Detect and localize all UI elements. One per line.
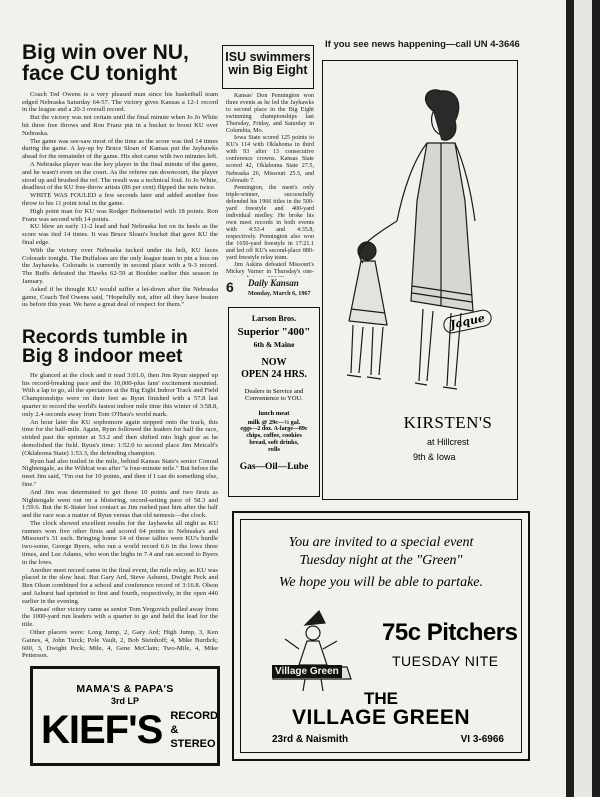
superior-line8: lunch meat	[258, 410, 290, 417]
paragraph: Iowa State scored 125 points to KU's 114 with Oklahoma in third with 93 after 13 consecutive conference crowns. Kansas State scored 42, Oklahoma State 27.5, Nebraska 26, Missouri 25.5, and Colorado 7.	[226, 135, 314, 184]
jester-illustration	[267, 605, 357, 695]
story-swim	[226, 93, 314, 277]
kiefs-line3: RECORD &	[170, 710, 218, 736]
story-track	[22, 328, 218, 663]
village-phone: VI 3-6966	[460, 734, 504, 745]
paragraph: Pennington, the meet's only triple-winner, successfully defended his 1966 titles in the 500-yard freestyle and 400-yard individual medley. He broke his own meet records in both events with 4:53.4 and 4:35.8, respectively. Pennington also won the 1650-yard freestyle in 17:21.1 and led off KU's second-place 880-yard freestyle relay team.	[226, 184, 314, 262]
kirstens-name: KIRSTEN'S	[403, 413, 493, 432]
swim-headline-box	[222, 45, 314, 89]
child-dress	[349, 261, 387, 325]
jester-body	[299, 641, 327, 665]
superior-line6: Dealers in Service and	[244, 388, 304, 395]
ad-superior-400	[228, 307, 320, 497]
paragraph: Another meet record came in the final event, the mile relay, as KU was placed in the slow heat. But Gary Ard, Steve Ashurst, Dwight Peck and Ben Olson combined for a school and conference record of 3:16.8. Olson and Ashurst had sprinted to first and fourth, respectively, in the open 440 earlier in the evening.	[22, 566, 218, 605]
story-basketball	[22, 42, 218, 342]
paragraph: A Nebraska player was the key player in the final minute of the game, and he wasn't even on the court. As the referee ran downcourt, the player stood up and brushed the ref. The result was a technical foul. Jo Jo White, deadliest of the KU free-throw artists (86 per cent) flipped the nets twice.	[22, 160, 218, 192]
headline-track: Records tumble in Big 8 indoor meet	[22, 328, 188, 368]
paragraph: Other placers were: Long Jump, 2, Gary Ard; High Jump, 3, Ken Gaines, 4, John Turck; Pole Vault, 2, Bob Steinhoff; 4, Mike Burdick; 600, 3, Dwight Peck; Mile, 4, Gene McClain; Two-Mile, 4, Mike Petterson.	[22, 629, 218, 660]
village-address: 23rd & Naismith	[272, 734, 349, 745]
paragraph: Kansas' Don Pennington won three events as he led the Jayhawks to second place in the Big Eight swimming championships last Thursday, Friday, and Saturday in Columbia, Mo.	[226, 93, 314, 135]
invite-line3: We hope you will be able to partake.	[279, 575, 483, 590]
ad-village-green	[232, 511, 530, 761]
paper-name: Daily Kansan	[248, 278, 299, 288]
adjacent-page-edge	[566, 0, 600, 797]
superior-line13: rolls	[268, 446, 280, 453]
kiefs-right	[170, 709, 218, 751]
paragraph: Kansas' other victory came as senior Tom Yergovich pulled away from the 1000-yard run leaders with a quarter to go and held the lead for the title.	[22, 605, 218, 629]
superior-line1: Larson Bros.	[251, 314, 297, 323]
village-name: VILLAGE GREEN	[291, 706, 471, 729]
kiefs-main-row	[41, 709, 217, 751]
paragraph: The clock showed excellent results for the Jayhawks all night as KU runners won five other firsts and scored 64 points to Nebraska's and Missouri's 31 each. Bringing home 14 of those tallies were KU's hurdle two-some, George Byers, who ran a world record 6.6 in the lows three times, and Lee Adams, who won the highs in 7.4 and ran second to Byers in the lows.	[22, 519, 218, 566]
kirstens-location: at Hillcrest	[427, 437, 470, 447]
superior-line11: chips, coffee, cookies	[246, 432, 302, 439]
paragraph: Jim Askins defeated Missouri's Mickey Varner in Thursday's one-	[226, 262, 314, 276]
kiefs-name: KIEF'S	[41, 708, 163, 752]
kirstens-address: 9th & Iowa	[413, 452, 456, 462]
superior-line4: NOW	[261, 357, 287, 368]
story-swim-body	[226, 93, 314, 277]
headline-swim: ISU swimmers win Big Eight	[225, 50, 311, 77]
superior-line7: Convenience to YOU.	[245, 395, 303, 402]
superior-line3: 6th & Maine	[253, 340, 295, 349]
kiefs-line1: MAMA'S & PAPA'S	[76, 683, 174, 695]
jaque-logo: Jaque	[442, 308, 493, 335]
village-logo-text: Village Green	[272, 665, 342, 678]
headline-basketball: Big win over NU, face CU tonight	[22, 42, 189, 86]
superior-line14: Gas—Oil—Lube	[239, 462, 309, 472]
paragraph: The game was see-saw most of the time as the score was tied 14 times during the game. A lay-up by Bruce Sloan of Kansas put the Jayhawks ahead for the remainder of the game. His shot came with two minutes left.	[22, 137, 218, 161]
paragraph: And Jim was determined to get those 10 points and two firsts as Nightengale went out on a blistering, record-setting pace of 58.3 and 1:59.6. But the K-Stater lost contact as Jim rushed past him after the half and the race was a matter of Ryun versus that old nemesis—the clock.	[22, 488, 218, 520]
jester-face	[306, 626, 320, 640]
paragraph: An hour later the KU sophomore again stepped onto the track, this time for the half-mile. Again, Ryun followed the leaders for half the race, strided past the sprinter at 53.2 and then shifted into high gear as he demolished the field. Ryun's time: 1:52.0 to second place Jim Metcalf's (Oklahoma State) 1:53.3, the defending champion.	[22, 418, 218, 457]
invite-line2: Tuesday night at the "Green"	[299, 553, 463, 568]
superior-line2: Superior "400"	[237, 326, 311, 338]
paragraph: KU blew an early 11-2 lead and had Nebraska hot on its heels as the score was tied 14 times. It was Bruce Sloan's bucket that gave KU the final edge.	[22, 223, 218, 246]
superior-line9: milk @ 29c—½ gal.	[247, 419, 301, 426]
kiefs-line2: 3rd LP	[110, 696, 139, 706]
invite-line1: You are invited to a special event	[288, 535, 474, 550]
superior-line12: bread, soft drinks,	[249, 439, 299, 446]
promo-pitchers: 75c Pitchers	[382, 619, 518, 646]
story-track-body	[22, 372, 218, 660]
adjacent-page-sliver	[574, 0, 592, 797]
kiefs-line4: STEREO	[170, 738, 216, 750]
paragraph: He glanced at the clock and it read 3:01.0, then Jim Ryun stepped up his record-breaking pace and the 10,000-plus fans' excitement mounted. With a lap to go, all the spectators at the Big Eight Indoor Track and Field Championships were on their feet as Ryun finished with a 57.8 last quarter to record the world's fastest indoor mile time this winter of 3:58.8, only 2.4 seconds away from Tom O'Hara's world mark.	[22, 371, 218, 418]
superior-line10: eggs—2 doz. A-large—89c	[240, 426, 308, 432]
village-the: THE	[364, 689, 398, 708]
jester-hat	[305, 611, 325, 625]
ad-kirstens	[322, 60, 518, 500]
fashion-illustration	[323, 81, 517, 411]
paragraph: WHITE WAS FOULED a few seconds later and added another free throw to his 11 point total in the game.	[22, 192, 218, 207]
paragraph: Ryun had also trailed in the mile, behind Kansas State's senior Conrad Nightengale, as the Wildcat was after "a four-minute mile." But before the meet Jim said, "I'm out for 10 points, and then if I can do something else, fine."	[22, 457, 218, 488]
issue-date: Monday, March 6, 1967	[248, 290, 311, 297]
superior-line5: OPEN 24 HRS.	[241, 369, 307, 380]
story-basketball-body	[22, 91, 218, 309]
paragraph: With the victory over Nebraska tucked under its belt, KU faces Colorado tonight. The Buffaloes are the only league team to pin a loss on the Jayhawks. Colorado is currently in second place with a 9-3 record. The Buffs defeated the Hawks 62-59 at Boulder earlier this season in January.	[22, 246, 218, 285]
page-number: 6	[226, 279, 234, 295]
paragraph: Coach Ted Owens is a very pleased man since his basketball team edged Nebraska Saturday 64-57. The victory gives Kansas a 12-1 record in the league and a 20-3 overall record.	[22, 90, 218, 114]
paragraph: Asked if he thought KU would suffer a let-down after the Nebraska game, Coach Ted Owens said, "Hopefully not, after all they have beaten us before this year. We have a great deal of respect for them."	[22, 285, 218, 309]
paragraph: High point man for KU was Rodger Bohnenstiel with 18 points. Ron Franz was second with 14 points.	[22, 207, 218, 223]
promo-day: TUESDAY NITE	[392, 653, 499, 669]
ad-kiefs	[30, 666, 220, 766]
news-tip-header: If you see news happening—call UN 4-3646	[325, 39, 520, 50]
woman-hair	[425, 90, 458, 140]
paragraph: But the victory was not certain until the final minute when Jo Jo White hit three free throws and Ron Franz put in a bucket to boost KU over Nebraska.	[22, 114, 218, 137]
folio	[226, 278, 318, 302]
